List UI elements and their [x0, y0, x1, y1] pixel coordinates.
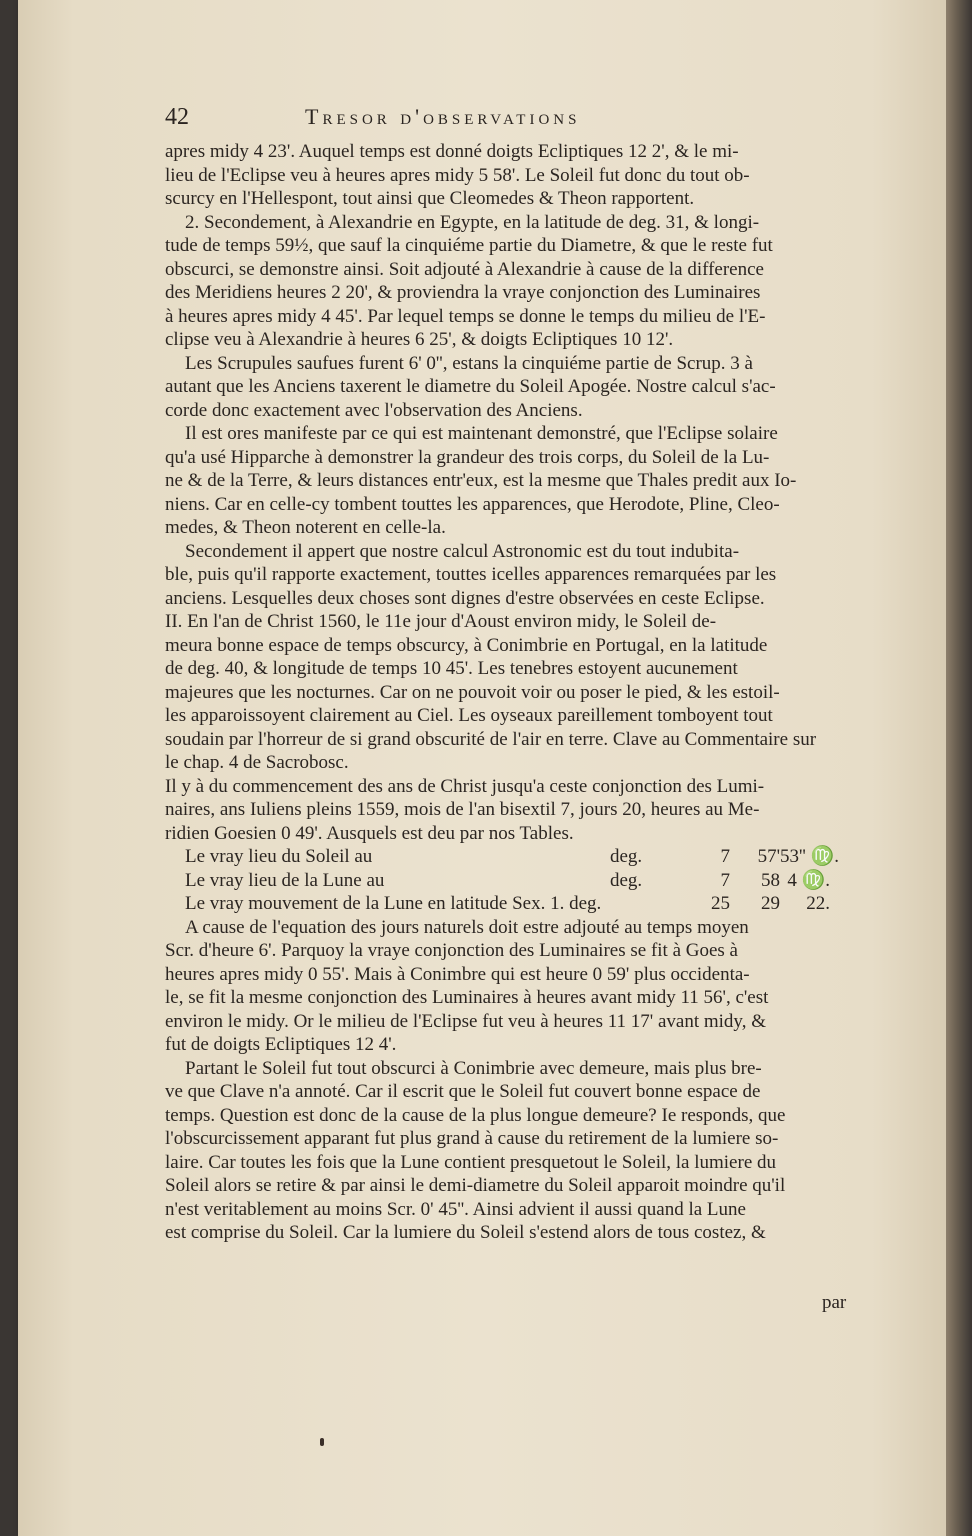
table-cell: Le vray mouvement de la Lune en latitude Sex. 1. deg.: [185, 893, 602, 914]
page-edge: [946, 0, 972, 1536]
text-line: Secondement il appert que nostre calcul Astronomic est du tout indubita-: [185, 540, 740, 562]
text-line: obscurci, se demonstre ainsi. Soit adjouté à Alexandrie à cause de la difference: [165, 258, 764, 280]
text-line: qu'a usé Hipparche à demonstrer la grandeur des trois corps, du Soleil de la Lu-: [165, 446, 770, 468]
table-cell: 53'' ♍.: [780, 846, 840, 867]
text-line: apres midy 4 23'. Auquel temps est donné doigts Ecliptiques 12 2', & le mi-: [165, 141, 739, 162]
page-number: 42: [165, 104, 189, 130]
text-line: Partant le Soleil fut tout obscurci à Conimbrie avec demeure, mais plus bre-: [185, 1057, 762, 1079]
text-line: ridien Goesien 0 49'. Ausquels est deu par nos Tables.: [165, 822, 574, 844]
text-line: ne & de la Terre, & leurs distances entr'eux, est la mesme que Thales predit aux Io-: [165, 470, 797, 491]
table-cell: 58: [761, 869, 780, 891]
text-line: scurcy en l'Hellespont, tout ainsi que Cleomedes & Theon rapportent.: [165, 188, 695, 209]
text-line: les apparoissoyent clairement au Ciel. Les oyseaux pareillement tomboyent tout: [165, 705, 773, 726]
text-line: heures apres midy 0 55'. Mais à Conimbre qui est heure 0 59' plus occidenta-: [165, 963, 750, 985]
text-line: ble, puis qu'il rapporte exactement, touttes icelles apparences remarquées par les: [165, 564, 777, 585]
text-line: Scr. d'heure 6'. Parquoy la vraye conjonction des Luminaires se fit à Goes à: [165, 940, 738, 961]
table-cell: 7: [720, 846, 730, 867]
text-line: lieu de l'Eclipse veu à heures apres midy 5 58'. Le Soleil fut donc du tout ob-: [165, 164, 750, 186]
catchword: par: [822, 1292, 847, 1313]
table-cell: deg.: [610, 846, 643, 867]
text-line: A cause de l'equation des jours naturels doit estre adjouté au temps moyen: [185, 916, 749, 938]
text-line: niens. Car en celle-cy tombent touttes les apparences, que Herodote, Pline, Cleo-: [165, 493, 780, 515]
text-line: tude de temps 59½, que sauf la cinquiéme partie du Diametre, & que le reste fut: [165, 235, 773, 256]
table-cell: 4 ♍.: [787, 869, 830, 891]
text-line: Il y à du commencement des ans de Christ jusqu'a ceste conjonction des Lumi-: [165, 775, 765, 797]
text-line: environ le midy. Or le milieu de l'Eclipse fut veu à heures 11 17' avant midy, &: [165, 1010, 766, 1032]
text-line: le, se fit la mesme conjonction des Luminaires à heures avant midy 11 56', c'est: [165, 987, 769, 1008]
table-row: [165, 892, 865, 916]
text-line: naires, ans Iuliens pleins 1559, mois de l'an bisextil 7, jours 20, heures au Me-: [165, 799, 760, 820]
table-cell: 29: [761, 893, 780, 914]
table-cell: 57': [757, 846, 780, 867]
running-title: Tresor d'observations: [305, 104, 581, 129]
text-line: meura bonne espace de temps obscurcy, à Conimbrie en Portugal, en la latitude: [165, 634, 768, 656]
text-line: clipse veu à Alexandrie à heures 6 25', & doigts Ecliptiques 10 12'.: [165, 329, 674, 350]
text-line: temps. Question est donc de la cause de la plus longue demeure? Ie responds, que: [165, 1104, 786, 1126]
text-line: à heures apres midy 4 45'. Par lequel temps se donne le temps du milieu de l'E-: [165, 305, 766, 327]
text-line: laire. Car toutes les fois que la Lune contient presquetout le Soleil, la lumiere du: [165, 1151, 776, 1173]
text-line: ve que Clave n'a annoté. Car il escrit que le Soleil fut couvert bonne espace de: [165, 1081, 761, 1102]
table-cell: 7: [720, 869, 730, 891]
text-line: Soleil alors se retire & par ainsi le demi-diametre du Soleil apparoit moindre qu'il: [165, 1175, 786, 1196]
text-line: Les Scrupules saufues furent 6' 0'', estans la cinquiéme partie de Scrup. 3 à: [185, 352, 753, 374]
text-line: n'est veritablement au moins Scr. 0' 45''. Ainsi advient il aussi quand la Lune: [165, 1198, 746, 1220]
astronomical-table: [165, 845, 865, 916]
table-row: [165, 845, 865, 869]
table-cell: Le vray lieu de la Lune au: [185, 869, 385, 891]
paragraph-block: [165, 140, 865, 845]
text-line: des Meridiens heures 2 20', & proviendra la vraye conjonction des Luminaires: [165, 282, 761, 303]
text-line: de deg. 40, & longitude de temps 10 45'. Les tenebres estoyent aucunement: [165, 658, 738, 679]
paragraph-block: [165, 916, 865, 1245]
text-line: majeures que les nocturnes. Car on ne pouvoit voir ou poser le pied, & les estoil-: [165, 681, 780, 703]
ink-mark: [320, 1438, 324, 1446]
text-line: anciens. Lesquelles deux choses sont dignes d'estre observées en ceste Eclipse.: [165, 587, 765, 609]
text-line: l'obscurcissement apparant fut plus grand à cause du retirement de la lumiere so-: [165, 1128, 779, 1149]
table-cell: Le vray lieu du Soleil au: [185, 846, 373, 867]
text-line: 2. Secondement, à Alexandrie en Egypte, en la latitude de deg. 31, & longi-: [185, 211, 760, 233]
text-line: le chap. 4 de Sacrobosc.: [165, 752, 349, 773]
text-line: medes, & Theon noterent en celle-la.: [165, 517, 446, 538]
text-line: est comprise du Soleil. Car la lumiere du Soleil s'estend alors de tous costez, &: [165, 1222, 766, 1243]
text-line: II. En l'an de Christ 1560, le 11e jour d'Aoust environ midy, le Soleil de-: [165, 611, 717, 632]
table-cell: 22.: [806, 893, 830, 914]
text-line: corde donc exactement avec l'observation des Anciens.: [165, 399, 583, 421]
table-cell: deg.: [610, 869, 643, 891]
table-cell: 25: [711, 893, 730, 914]
body-text: [165, 140, 865, 1245]
text-line: soudain par l'horreur de si grand obscurité de l'air en terre. Clave au Commentaire sur: [165, 728, 817, 750]
table-row: [165, 869, 865, 893]
text-line: Il est ores manifeste par ce qui est maintenant demonstré, que l'Eclipse solaire: [185, 423, 778, 444]
text-line: fut de doigts Ecliptiques 12 4'.: [165, 1034, 397, 1055]
running-head: [165, 104, 785, 138]
text-line: autant que les Anciens taxerent le diametre du Soleil Apogée. Nostre calcul s'ac-: [165, 376, 776, 397]
